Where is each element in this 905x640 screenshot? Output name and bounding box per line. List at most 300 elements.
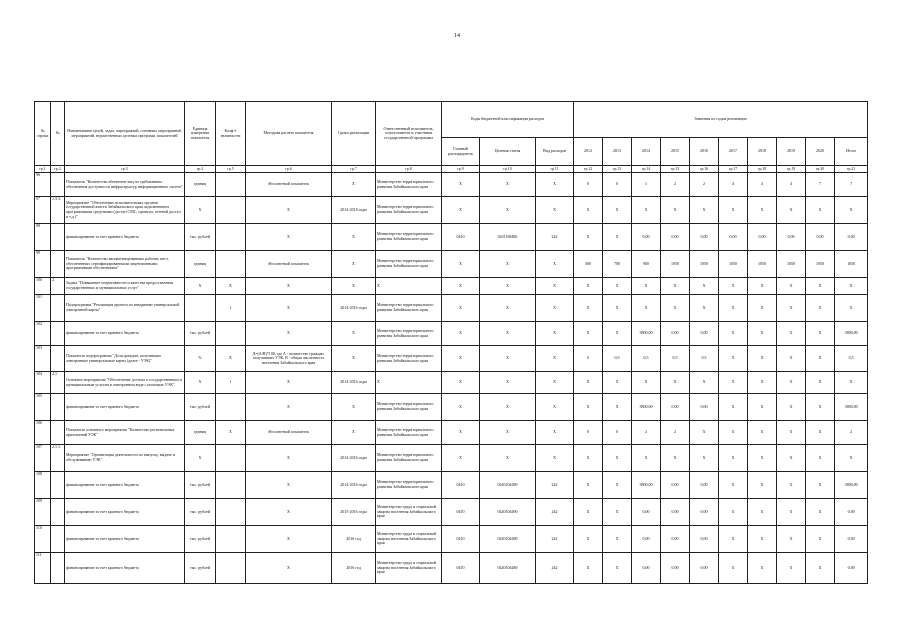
row-year-value: 1050	[777, 251, 806, 278]
row-coef	[216, 553, 246, 584]
row-year-value: 0	[574, 421, 603, 445]
column-number: гр.7	[332, 166, 376, 173]
row-method: X	[246, 553, 332, 584]
column-number: гр.1	[35, 166, 51, 173]
row-number: 99	[35, 251, 51, 278]
row-name: Показатель "Количество абонентов-лиц по требованиям обеспечения доступности инфраструктур информационных систем"	[65, 173, 185, 197]
row-responsible: Министерство территориального развития Забайкальского края	[376, 472, 442, 499]
row-name: финансирование за счет краевого бюджета	[65, 472, 185, 499]
row-year-value: X	[574, 526, 603, 553]
row-total: X	[835, 295, 868, 322]
table-row	[35, 197, 868, 224]
row-coef: 1	[216, 295, 246, 322]
row-total: X	[835, 372, 868, 394]
table-row	[35, 372, 868, 394]
row-method: X	[246, 322, 332, 346]
row-year-value: X	[777, 346, 806, 372]
row-year-value: 0,00	[632, 553, 661, 584]
row-kbk-gr: X	[442, 445, 480, 472]
row-coef	[216, 394, 246, 421]
row-year-value: X	[806, 197, 835, 224]
row-kbk-gr: 0410	[442, 472, 480, 499]
row-kbk-cs: X	[480, 322, 536, 346]
row-number: 100	[35, 278, 51, 295]
column-number-row	[35, 166, 868, 173]
row-year-value: 0,00	[632, 499, 661, 526]
row-number: 104	[35, 372, 51, 394]
row-year-value: X	[719, 322, 748, 346]
row-responsible: X	[376, 372, 442, 394]
row-term: 2014-2016 годы	[332, 372, 376, 394]
row-year-value: 0,00	[690, 499, 719, 526]
row-year-value: X	[690, 372, 719, 394]
column-number: гр.13	[603, 166, 632, 173]
row-kbk-vr: 242	[536, 472, 574, 499]
row-total: 1050	[835, 251, 868, 278]
table-body	[35, 173, 868, 584]
row-responsible: Министерство труда и социальной защиты населения Забайкальского края	[376, 526, 442, 553]
row-year-value: 0,00	[632, 224, 661, 251]
row-year-value: X	[719, 278, 748, 295]
row-year-value: X	[777, 472, 806, 499]
row-kbk-cs: X	[480, 346, 536, 372]
row-year-value: X	[777, 499, 806, 526]
row-term: 2015-2016 годы	[332, 499, 376, 526]
row-name: Подпрограмма "Реализация проекта по внедрению универсальной электронной карты"	[65, 295, 185, 322]
row-year-value: X	[574, 394, 603, 421]
row-method: Абсолютный показатель	[246, 173, 332, 197]
column-number: гр.21	[835, 166, 868, 173]
row-name: Показатель "Количество автоматизированных рабочих мест, обеспеченных сертифицированными лицензионными программными обеспечением"	[65, 251, 185, 278]
row-year-value: X	[661, 278, 690, 295]
row-year-value: 0	[603, 421, 632, 445]
row-code	[51, 394, 65, 421]
row-year-value: 1050	[661, 251, 690, 278]
row-total: 7	[835, 173, 868, 197]
table-row	[35, 553, 868, 584]
row-coef	[216, 224, 246, 251]
row-unit	[185, 295, 216, 322]
row-year-value: X	[748, 499, 777, 526]
row-year-value: 0	[574, 346, 603, 372]
row-unit: единиц	[185, 251, 216, 278]
row-coef: X	[216, 278, 246, 295]
row-responsible: Министерство территориального развития Забайкальского края	[376, 346, 442, 372]
row-kbk-gr: X	[442, 394, 480, 421]
row-total: 0,00	[835, 526, 868, 553]
row-name: Задача "Повышение оперативности и качества предоставления государственных и муниципальных услуг"	[65, 278, 185, 295]
row-year-value: X	[748, 372, 777, 394]
row-term: X	[332, 346, 376, 372]
row-year-value: X	[719, 526, 748, 553]
row-kbk-cs: 0420104480	[480, 553, 536, 584]
row-number: 102	[35, 322, 51, 346]
row-year-value: X	[748, 421, 777, 445]
header-kbk-vr: Вид расходов	[536, 138, 574, 166]
row-total: X	[835, 197, 868, 224]
row-term: X	[332, 322, 376, 346]
row-code	[51, 526, 65, 553]
row-code: 2.1.1.	[51, 445, 65, 472]
row-unit: X	[185, 372, 216, 394]
row-kbk-cs: 0431108480	[480, 224, 536, 251]
row-unit: тыс. рублей	[185, 499, 216, 526]
column-number: гр.9	[442, 166, 480, 173]
row-term: 2014-2016 годы	[332, 445, 376, 472]
row-code	[51, 346, 65, 372]
column-number: гр.12	[574, 166, 603, 173]
table-row	[35, 526, 868, 553]
table-row	[35, 173, 868, 197]
row-code	[51, 224, 65, 251]
row-code: 2.1.	[51, 372, 65, 394]
row-year-value: 300	[574, 251, 603, 278]
header-year: 2020	[806, 138, 835, 166]
row-kbk-vr: X	[536, 173, 574, 197]
row-number: 109	[35, 499, 51, 526]
row-total: 0,00	[835, 499, 868, 526]
header-year: 2014	[632, 138, 661, 166]
table-row	[35, 278, 868, 295]
row-year-value: X	[748, 526, 777, 553]
header-term: Сроки реализации	[332, 102, 376, 166]
row-kbk-vr: X	[536, 346, 574, 372]
row-unit: тыс. рублей	[185, 526, 216, 553]
column-number: гр.16	[690, 166, 719, 173]
row-term: 2016 год	[332, 553, 376, 584]
row-number: 101	[35, 295, 51, 322]
row-year-value: 0,00	[661, 472, 690, 499]
header-total: Итого	[835, 138, 868, 166]
row-term: X	[332, 173, 376, 197]
row-name: Основное мероприятие "Обеспечение доступа к государственным и муниципальным услугам в электронном виде с помощью УЭК"	[65, 372, 185, 394]
row-kbk-cs: X	[480, 394, 536, 421]
row-year-value: X	[806, 526, 835, 553]
row-year-value: 7	[806, 173, 835, 197]
row-year-value: X	[806, 394, 835, 421]
row-year-value: 0,00	[690, 224, 719, 251]
row-year-value: 1050	[748, 251, 777, 278]
row-total: 2	[835, 421, 868, 445]
row-kbk-cs: X	[480, 372, 536, 394]
column-number: гр.15	[661, 166, 690, 173]
column-number: гр.14	[632, 166, 661, 173]
row-year-value: X	[806, 346, 835, 372]
row-method: X	[246, 295, 332, 322]
row-year-value: X	[690, 295, 719, 322]
row-kbk-gr: X	[442, 197, 480, 224]
row-coef	[216, 251, 246, 278]
row-year-value: X	[719, 553, 748, 584]
row-unit: X	[185, 445, 216, 472]
row-year-value: X	[603, 553, 632, 584]
table-row	[35, 346, 868, 372]
row-year-value: 0,00	[806, 224, 835, 251]
row-total: 3800,00	[835, 322, 868, 346]
row-method: Абсолютный показатель	[246, 251, 332, 278]
row-year-value: 0,00	[661, 499, 690, 526]
row-year-value: X	[661, 372, 690, 394]
header-year: 2018	[748, 138, 777, 166]
row-total: 3800,00	[835, 472, 868, 499]
row-year-value: 0,00	[661, 526, 690, 553]
row-year-value: X	[574, 224, 603, 251]
row-year-value: 0	[603, 173, 632, 197]
row-kbk-cs: X	[480, 445, 536, 472]
row-kbk-vr: X	[536, 394, 574, 421]
row-year-value: X	[777, 394, 806, 421]
row-year-value: X	[719, 346, 748, 372]
column-number: гр.17	[719, 166, 748, 173]
row-year-value: X	[719, 445, 748, 472]
row-term: X	[332, 251, 376, 278]
row-year-value: X	[719, 394, 748, 421]
row-term: X	[332, 278, 376, 295]
row-responsible: Министерство территориального развития Забайкальского края	[376, 322, 442, 346]
table-row	[35, 224, 868, 251]
column-number: гр.2	[51, 166, 65, 173]
row-responsible: Министерство труда и социальной защиты населения Забайкальского края	[376, 499, 442, 526]
row-year-value: 1050	[719, 251, 748, 278]
row-year-value: X	[806, 372, 835, 394]
row-number: 106	[35, 421, 51, 445]
row-term: X	[332, 224, 376, 251]
row-responsible: X	[376, 278, 442, 295]
row-code	[51, 499, 65, 526]
row-year-value: X	[690, 197, 719, 224]
row-kbk-cs: 0420104480	[480, 472, 536, 499]
row-year-value: X	[806, 322, 835, 346]
row-year-value: X	[777, 445, 806, 472]
row-year-value: 0,5	[632, 346, 661, 372]
row-responsible: Министерство территориального развития Забайкальского края	[376, 394, 442, 421]
row-code	[51, 421, 65, 445]
column-number: гр.19	[777, 166, 806, 173]
row-unit: единиц	[185, 421, 216, 445]
row-year-value: X	[748, 472, 777, 499]
row-year-value: X	[748, 346, 777, 372]
header-year: 2017	[719, 138, 748, 166]
row-unit: тыс. рублей	[185, 472, 216, 499]
row-responsible: Министерство территориального развития Забайкальского края	[376, 251, 442, 278]
row-year-value: X	[748, 553, 777, 584]
header-kbk-gr: Главный распорядитель	[442, 138, 480, 166]
row-code	[51, 173, 65, 197]
header-year: 2016	[690, 138, 719, 166]
table-row	[35, 499, 868, 526]
row-kbk-gr: 0410	[442, 553, 480, 584]
row-number: 97	[35, 197, 51, 224]
row-method: X	[246, 499, 332, 526]
row-year-value: X	[690, 445, 719, 472]
row-kbk-gr: 0410	[442, 224, 480, 251]
row-number: 96	[35, 173, 51, 197]
row-kbk-gr: X	[442, 322, 480, 346]
row-year-value: 3800,00	[632, 322, 661, 346]
header-row-1	[35, 102, 868, 138]
row-year-value: 4	[777, 173, 806, 197]
row-kbk-cs: X	[480, 278, 536, 295]
row-kbk-vr: 242	[536, 553, 574, 584]
row-unit: X	[185, 197, 216, 224]
row-year-value: X	[690, 421, 719, 445]
row-responsible: Министерство территориального развития Забайкальского края	[376, 295, 442, 322]
row-year-value: 0,00	[661, 553, 690, 584]
row-total: X	[835, 445, 868, 472]
header-coef: Коэф-т значимости	[216, 102, 246, 166]
header-unit: Единица измерения показателя	[185, 102, 216, 166]
row-year-value: X	[574, 322, 603, 346]
row-term: 2014-2016 годы	[332, 295, 376, 322]
row-year-value: X	[574, 499, 603, 526]
row-kbk-vr: 242	[536, 224, 574, 251]
row-year-value: 0,00	[661, 224, 690, 251]
row-year-value: 0,00	[632, 526, 661, 553]
row-responsible: Министерство труда и социальной защиты населения Забайкальского края	[376, 553, 442, 584]
row-year-value: X	[603, 526, 632, 553]
row-year-value: X	[574, 553, 603, 584]
row-total: 3800,00	[835, 394, 868, 421]
row-year-value: X	[748, 445, 777, 472]
row-kbk-vr: X	[536, 421, 574, 445]
row-method: X	[246, 526, 332, 553]
row-method: X	[246, 472, 332, 499]
row-total: 0,00	[835, 224, 868, 251]
row-name: финансирование за счет краевого бюджета	[65, 224, 185, 251]
row-year-value: X	[603, 472, 632, 499]
row-year-value: X	[603, 394, 632, 421]
row-unit: тыс. рублей	[185, 224, 216, 251]
table-row	[35, 394, 868, 421]
row-unit: X	[185, 278, 216, 295]
row-code	[51, 295, 65, 322]
row-kbk-gr: X	[442, 251, 480, 278]
row-method: X	[246, 224, 332, 251]
row-year-value: X	[806, 278, 835, 295]
row-name: Мероприятие "Организация деятельности по выпуску, выдаче и обслуживанию УЭК"	[65, 445, 185, 472]
header-code: №	[51, 102, 65, 166]
row-total: X	[835, 278, 868, 295]
row-term: 2014-2016 годы	[332, 472, 376, 499]
header-kbk-cs: Целевая статья	[480, 138, 536, 166]
row-kbk-vr: X	[536, 278, 574, 295]
row-year-value: 0,00	[777, 224, 806, 251]
row-coef	[216, 472, 246, 499]
row-year-value: X	[632, 278, 661, 295]
row-number: 111	[35, 553, 51, 584]
table-row	[35, 472, 868, 499]
header-values: Значения по годам реализации	[574, 102, 868, 138]
column-number: гр.11	[536, 166, 574, 173]
row-year-value: X	[603, 295, 632, 322]
row-kbk-cs: 0420104480	[480, 526, 536, 553]
row-year-value: 4	[719, 173, 748, 197]
column-number: гр.5	[216, 166, 246, 173]
row-kbk-vr: X	[536, 372, 574, 394]
program-table	[34, 101, 868, 584]
row-name: Показатель подпрограммы "Доля граждан, получивших электронные универсальные карты (далее - УЭК)"	[65, 346, 185, 372]
row-year-value: 4	[748, 173, 777, 197]
row-year-value: X	[719, 372, 748, 394]
row-year-value: X	[603, 499, 632, 526]
row-year-value: X	[632, 295, 661, 322]
row-name: финансирование за счет краевого бюджета	[65, 499, 185, 526]
row-number: 108	[35, 472, 51, 499]
row-code	[51, 322, 65, 346]
row-unit: тыс. рублей	[185, 394, 216, 421]
row-total: 0,5	[835, 346, 868, 372]
row-year-value: X	[603, 372, 632, 394]
row-year-value: X	[806, 553, 835, 584]
row-kbk-gr: X	[442, 346, 480, 372]
row-method: X	[246, 197, 332, 224]
row-name: Показатель основного мероприятия "Количество региональных приложений УЭК"	[65, 421, 185, 445]
row-kbk-vr: X	[536, 251, 574, 278]
row-kbk-cs: X	[480, 173, 536, 197]
row-year-value: X	[777, 421, 806, 445]
header-resp: Ответственный исполнитель, соисполнители и участники государственной программы	[376, 102, 442, 166]
row-year-value: X	[661, 295, 690, 322]
row-year-value: 0,5	[690, 346, 719, 372]
row-kbk-gr: X	[442, 421, 480, 445]
row-responsible: Министерство территориального развития Забайкальского края	[376, 197, 442, 224]
table-row	[35, 251, 868, 278]
row-responsible: Министерство территориального развития Забайкальского края	[376, 445, 442, 472]
row-kbk-vr: X	[536, 322, 574, 346]
column-number: гр.4	[185, 166, 216, 173]
row-year-value: X	[574, 197, 603, 224]
row-kbk-cs: X	[480, 421, 536, 445]
row-code	[51, 472, 65, 499]
row-year-value: 0,00	[661, 394, 690, 421]
row-year-value: X	[806, 472, 835, 499]
row-year-value: X	[603, 278, 632, 295]
table-row	[35, 295, 868, 322]
row-year-value: X	[777, 197, 806, 224]
row-number: 110	[35, 526, 51, 553]
row-year-value: X	[777, 295, 806, 322]
row-name: финансирование за счет краевого бюджета	[65, 553, 185, 584]
row-year-value: X	[806, 445, 835, 472]
row-year-value: X	[661, 445, 690, 472]
row-total: 0,00	[835, 553, 868, 584]
row-kbk-cs: X	[480, 295, 536, 322]
row-year-value: 3800,00	[632, 394, 661, 421]
table-row	[35, 322, 868, 346]
row-method: Абсолютный показатель	[246, 421, 332, 445]
row-year-value: 1050	[806, 251, 835, 278]
row-year-value: 700	[603, 251, 632, 278]
row-year-value: X	[806, 499, 835, 526]
row-coef: X	[216, 346, 246, 372]
row-number: 103	[35, 346, 51, 372]
row-unit: единиц	[185, 173, 216, 197]
row-year-value: X	[748, 278, 777, 295]
row-coef	[216, 197, 246, 224]
header-num: № строки	[35, 102, 51, 166]
row-unit: тыс. рублей	[185, 553, 216, 584]
header-year: 2012	[574, 138, 603, 166]
row-year-value: 0,00	[690, 472, 719, 499]
row-year-value: X	[777, 526, 806, 553]
header-name: Наименование целей, задач, мероприятий, основных мероприятий, мероприятий, ведомственных целевых программ, показателей	[65, 102, 185, 166]
row-kbk-cs: 0420104490	[480, 499, 536, 526]
row-term: X	[332, 394, 376, 421]
column-number: гр.3	[65, 166, 185, 173]
row-method: X	[246, 445, 332, 472]
row-year-value: X	[806, 421, 835, 445]
header-method: Методика расчета показателя	[246, 102, 332, 166]
